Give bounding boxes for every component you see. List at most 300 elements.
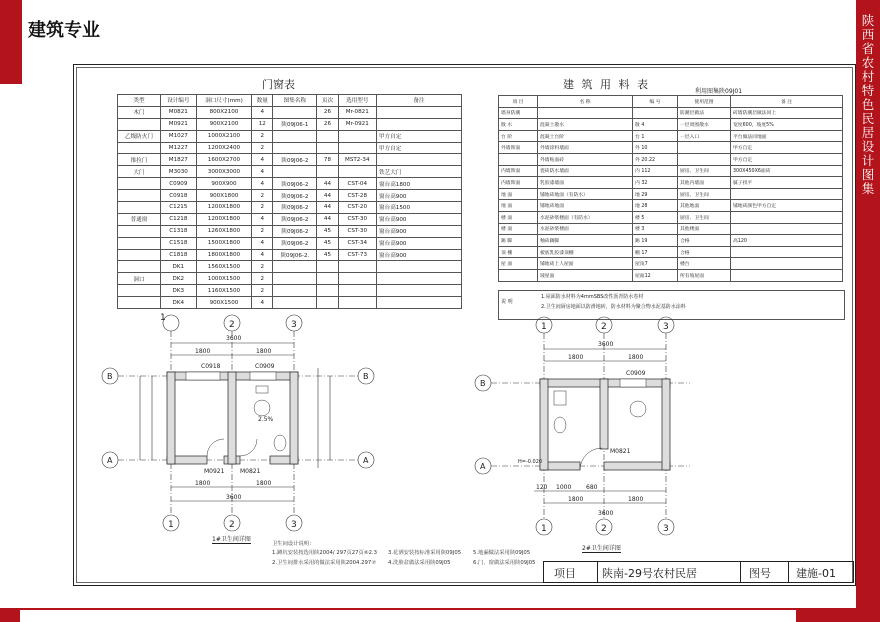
plan2-axis-2: 2 <box>601 322 607 332</box>
mat-cell: 内墙饰面 <box>499 165 538 177</box>
dw-cell: Mr-0821 <box>338 106 376 118</box>
mat-cell: 楼 5 <box>633 211 678 223</box>
dw-cell: 78 <box>317 154 338 166</box>
mat-cell: 高120 <box>731 235 843 247</box>
door-table-title: 门窗表 <box>262 78 295 91</box>
mat-header-cell: 名 称 <box>538 96 633 108</box>
mat-cell: 腻子找平 <box>731 177 843 189</box>
note-2: 2.卫生间排水采用的做法采用陕2004.297⑦ <box>272 560 376 566</box>
material-notes-label: 说 明 <box>501 299 513 305</box>
dw-cell <box>377 154 462 166</box>
mat-row <box>499 188 843 200</box>
dw-cell: 1500X1800 <box>196 237 252 249</box>
mat-cell: 乳胶漆墙面 <box>538 177 633 189</box>
dw-cell: 窗台高900 <box>377 237 462 249</box>
side-title-char: 计 <box>861 153 875 168</box>
plan1-dim-top-2: 1800 <box>256 348 272 355</box>
mat-row <box>499 258 843 270</box>
plan1-dim-top-total: 3600 <box>226 335 242 342</box>
dw-cell: 2 <box>252 142 273 154</box>
dw-cell: C1215 <box>160 202 196 214</box>
dw-cell: 窗台高900 <box>377 190 462 202</box>
mat-cell: 地 面 <box>499 200 538 212</box>
dw-cell <box>377 261 462 273</box>
dw-cell: C1318 <box>160 225 196 237</box>
plan2-axis-3: 3 <box>663 322 669 332</box>
plan2-axis-B: B <box>480 379 486 388</box>
mat-cell: 散 4 <box>633 119 678 131</box>
material-note-2: 2.卫生间厨房地面以防滑地砖，防水材料为聚合物水泥基防水涂料 <box>541 304 686 310</box>
dw-cell: C1518 <box>160 237 196 249</box>
mat-row <box>499 200 843 212</box>
dw-cell <box>317 142 338 154</box>
dw-cell: 甲方自定 <box>377 130 462 142</box>
dw-cell: 2 <box>252 285 273 297</box>
dw-cell: 3000X3000 <box>196 166 252 178</box>
dw-cell: DK2 <box>160 273 196 285</box>
mat-cell <box>538 107 633 119</box>
side-title-char: 设 <box>861 139 875 154</box>
axis-label-3b: 3 <box>291 520 297 530</box>
dw-cell: 普通窗 <box>118 213 161 225</box>
plan1-dim-bot-total: 3600 <box>226 494 242 501</box>
dw-row <box>118 118 462 130</box>
dw-row <box>118 190 462 202</box>
dw-cell: 4 <box>252 166 273 178</box>
dw-cell: 陕09J06-2 <box>273 190 317 202</box>
plan2-dim-b3: 680 <box>586 484 598 491</box>
dw-cell: 4 <box>252 154 273 166</box>
dw-cell: 大门 <box>118 166 161 178</box>
notes-heading: 卫生间设计说明： <box>272 541 315 547</box>
plan2-dim-b2: 1000 <box>556 484 572 491</box>
mat-cell: 坡屋面 <box>538 269 633 281</box>
plan2-level: H=-0.020 <box>518 459 543 465</box>
mat-cell: 屋面12 <box>633 269 678 281</box>
dw-header-cell: 设计编号 <box>160 95 196 107</box>
mat-cell: 踢 脚 <box>499 235 538 247</box>
dw-cell <box>377 273 462 285</box>
mat-cell <box>731 188 843 200</box>
side-title-char: 居 <box>861 125 875 140</box>
mat-cell: 楼 面 <box>499 211 538 223</box>
dw-cell <box>338 261 376 273</box>
dw-cell: 甲方自定 <box>377 142 462 154</box>
dw-cell: 900X2100 <box>196 118 252 130</box>
dw-cell: 4 <box>252 237 273 249</box>
plan1-label-c0909: C0909 <box>255 363 275 370</box>
mat-row <box>499 142 843 154</box>
dw-cell: DK3 <box>160 285 196 297</box>
dw-cell: 乙级防火门 <box>118 130 161 142</box>
plan2-axis-1: 1 <box>541 322 547 332</box>
dw-cell <box>118 190 161 202</box>
dw-cell <box>273 130 317 142</box>
toilet-icon <box>254 400 270 416</box>
mat-cell: 顶 棚 <box>499 246 538 258</box>
plan-1-title: 1#卫生间详图 <box>212 536 251 543</box>
mat-cell: 台 阶 <box>499 130 538 142</box>
dw-cell <box>118 118 161 130</box>
window-c0918 <box>186 372 220 380</box>
dw-cell: 木门 <box>118 106 161 118</box>
mat-header-cell: 编 号 <box>633 96 678 108</box>
dw-header-cell: 类型 <box>118 95 161 107</box>
mat-cell: 楼 面 <box>499 223 538 235</box>
mat-cell: 宽度600，坡度5% <box>731 119 843 131</box>
axis-label-2: 2 <box>229 320 235 330</box>
dw-cell <box>317 297 338 309</box>
dw-cell: CST-30 <box>338 213 376 225</box>
mat-cell <box>731 223 843 235</box>
plan2-dim-b4: 1800 <box>568 496 584 503</box>
wall-left <box>167 372 175 464</box>
dw-cell: 陕09J06-2 <box>273 154 317 166</box>
mat-row <box>499 153 843 165</box>
dw-cell: 2 <box>252 130 273 142</box>
plan2-axis-1b: 1 <box>541 524 547 534</box>
dw-row <box>118 178 462 190</box>
dw-cell: CST-34 <box>338 237 376 249</box>
dw-header-cell: 选用型号 <box>338 95 376 107</box>
mat-cell: 地 28 <box>633 200 678 212</box>
mat-cell: 外墙涂料墙面 <box>538 142 633 154</box>
window-c0909 <box>250 372 276 380</box>
dw-header-cell: 洞口尺寸(mm) <box>196 95 252 107</box>
dw-cell: 1000X1500 <box>196 273 252 285</box>
dw-cell: 4 <box>252 213 273 225</box>
door-swing-1 <box>207 439 224 456</box>
mat-cell: 甲方自定 <box>731 142 843 154</box>
mat-cell: 铺地砖地面 <box>538 200 633 212</box>
dw-cell: 窗台高900 <box>377 213 462 225</box>
plan1-dim-bot-1: 1800 <box>195 480 211 487</box>
dw-cell <box>377 297 462 309</box>
plan2-dim-1: 1800 <box>568 354 584 361</box>
axis-label-2b: 2 <box>229 520 235 530</box>
axis-label-3: 3 <box>291 320 297 330</box>
dw-row <box>118 261 462 273</box>
side-title-char: 村 <box>861 69 875 84</box>
side-title-char: 特 <box>861 83 875 98</box>
mat-row <box>499 130 843 142</box>
mat-cell: 屋 面 <box>499 258 538 270</box>
note-4: 4.洗脸盆做法采用陕09J05 <box>388 560 451 566</box>
plan-2-title: 2#卫生间详图 <box>582 545 621 552</box>
material-table-ref: 利用图集陕09J01 <box>695 88 743 95</box>
dw-cell <box>118 261 161 273</box>
plan2-axis-A: A <box>480 462 486 471</box>
dw-cell <box>317 273 338 285</box>
mat-row <box>499 223 843 235</box>
dw-row <box>118 106 462 118</box>
dw-cell: 窗台高1800 <box>377 178 462 190</box>
bottom-band-gap <box>20 610 796 622</box>
mat-cell: 其他地面 <box>678 200 731 212</box>
dw-row <box>118 202 462 214</box>
dw-cell: 800X2100 <box>196 106 252 118</box>
door-window-table <box>117 94 462 309</box>
dw-cell: 1200X1800 <box>196 202 252 214</box>
axis-label-1: 1 <box>160 313 166 323</box>
mat-cell: 水泥砂浆楼面 <box>538 223 633 235</box>
dw-cell <box>118 285 161 297</box>
dw-cell: 44 <box>317 202 338 214</box>
dw-row <box>118 249 462 261</box>
mat-cell: 厨房、卫生间 <box>678 165 731 177</box>
axis-label-Ar: A <box>363 456 369 465</box>
mat-cell <box>499 269 538 281</box>
header-accent <box>0 0 22 84</box>
dw-cell: C0909 <box>160 178 196 190</box>
dw-cell <box>317 261 338 273</box>
title-block <box>543 561 854 583</box>
dw-cell: CST-28 <box>338 190 376 202</box>
side-title-char: 色 <box>861 97 875 112</box>
dw-cell: 陕09J06-2 <box>273 178 317 190</box>
axis-label-Br: B <box>363 372 369 381</box>
note-3: 3.花洒安装按标准采用陕09J05 <box>388 550 462 556</box>
mat-cell: 外 20.22 <box>633 153 678 165</box>
dw-cell: MST2-34 <box>338 154 376 166</box>
dw-cell <box>317 166 338 178</box>
plan1-slope: 2.5% <box>258 416 274 423</box>
dw-row <box>118 130 462 142</box>
mat-cell <box>678 142 731 154</box>
mat-cell: 其他楼面 <box>678 223 731 235</box>
dw-cell: 45 <box>317 225 338 237</box>
material-table <box>498 95 843 282</box>
dw-cell: 12 <box>252 118 273 130</box>
mat-cell: 其他内墙面 <box>678 177 731 189</box>
mat-cell: 棚 17 <box>633 246 678 258</box>
side-title-char: 农 <box>861 55 875 70</box>
dw-cell <box>273 166 317 178</box>
dw-cell <box>338 130 376 142</box>
mat-row <box>499 235 843 247</box>
door-swing-2 <box>240 439 257 456</box>
dw-header-cell: 数量 <box>252 95 273 107</box>
mat-cell <box>731 269 843 281</box>
dw-cell: 4 <box>252 178 273 190</box>
dw-cell <box>273 285 317 297</box>
mat-cell: 地 面 <box>499 188 538 200</box>
dw-cell <box>118 237 161 249</box>
dw-cell: 陕09J06-1 <box>273 118 317 130</box>
mat-cell: 所有坡屋面 <box>678 269 731 281</box>
dw-cell <box>118 297 161 309</box>
mat-cell: 300X450X6面砖 <box>731 165 843 177</box>
dw-cell: DK1 <box>160 261 196 273</box>
dw-cell: 1260X1800 <box>196 225 252 237</box>
note-5: 5.地漏做法采用陕09J05 <box>473 550 531 556</box>
toilet-tank-icon <box>256 386 268 393</box>
mat-row <box>499 107 843 119</box>
dw-cell: M1227 <box>160 142 196 154</box>
dw-cell <box>338 273 376 285</box>
mat-row <box>499 165 843 177</box>
mat-cell: 一层周围散水 <box>678 119 731 131</box>
dw-header-cell: 图集名称 <box>273 95 317 107</box>
wall-right <box>290 372 298 464</box>
mat-cell: 内 32 <box>633 177 678 189</box>
dw-cell: 2 <box>252 261 273 273</box>
dw-cell: M1827 <box>160 154 196 166</box>
mat-cell: 厨房、卫生间 <box>678 188 731 200</box>
dw-cell: DK4 <box>160 297 196 309</box>
dw-cell <box>273 261 317 273</box>
dw-cell: 900X1800 <box>196 190 252 202</box>
dw-cell: 26 <box>317 106 338 118</box>
mat-cell: 内墙饰面 <box>499 177 538 189</box>
dw-cell: 窗台高900 <box>377 225 462 237</box>
dw-row <box>118 154 462 166</box>
mat-cell: 混凝土台阶 <box>538 130 633 142</box>
dw-cell: M0821 <box>160 106 196 118</box>
dw-cell <box>317 285 338 297</box>
dw-cell <box>118 142 161 154</box>
dw-cell <box>338 297 376 309</box>
mat-row <box>499 211 843 223</box>
mat-cell: 防潮层做法 <box>678 107 731 119</box>
plan-2-drawing <box>470 313 700 543</box>
dw-cell: 陕09J06-2. <box>273 249 317 261</box>
title-label-sheet: 图号 <box>749 567 771 580</box>
dw-cell: 1800X1800 <box>196 249 252 261</box>
mat-header-cell: 使用范围 <box>678 96 731 108</box>
plan1-dim-bot-2: 1800 <box>256 480 272 487</box>
dw-cell: M3030 <box>160 166 196 178</box>
mat-row <box>499 246 843 258</box>
plan2-axis-2b: 2 <box>601 524 607 534</box>
mat-cell <box>731 246 843 258</box>
dw-cell <box>273 142 317 154</box>
side-title-char: 陕 <box>861 13 875 28</box>
mat-cell: 楼 3 <box>633 223 678 235</box>
mat-cell: 铺地砖颜色甲方自定 <box>731 200 843 212</box>
dw-cell: CST-30 <box>338 225 376 237</box>
dw-cell: 26 <box>317 118 338 130</box>
mat-cell: 砖墙防潮层做法同上 <box>731 107 843 119</box>
dw-cell: 窗台高900 <box>377 249 462 261</box>
title-sheet-number: 建施-01 <box>796 567 836 580</box>
wall-mid <box>228 372 236 464</box>
basin-icon <box>274 435 286 451</box>
side-title-char: 集 <box>861 181 875 196</box>
plan2-label-c0909: C0909 <box>626 370 646 377</box>
dw-cell: 窗台高1500 <box>377 202 462 214</box>
toilet-icon-2 <box>630 401 646 417</box>
dw-cell: C1218 <box>160 213 196 225</box>
dw-cell <box>338 285 376 297</box>
mat-cell: 台 1 <box>633 130 678 142</box>
dw-cell <box>118 202 161 214</box>
dw-cell: 45 <box>317 237 338 249</box>
mat-cell <box>731 258 843 270</box>
plan1-label-c0918: C0918 <box>201 363 221 370</box>
dw-cell: 陕09J06-2 <box>273 237 317 249</box>
dw-row <box>118 273 462 285</box>
dw-cell <box>118 225 161 237</box>
mat-cell: 平台做法同地面 <box>731 130 843 142</box>
title-project-name: 陕南-29号农村民居 <box>602 567 697 580</box>
dw-cell <box>273 297 317 309</box>
side-title-char: 图 <box>861 167 875 182</box>
dw-row <box>118 237 462 249</box>
axis-label-B: B <box>107 372 113 381</box>
dw-cell: 2 <box>252 202 273 214</box>
page-title: 建筑专业 <box>28 20 100 41</box>
side-title <box>856 14 880 196</box>
mat-cell: 外 10 <box>633 142 678 154</box>
dw-cell: 2 <box>252 273 273 285</box>
dw-cell: 陕09J06-2 <box>273 225 317 237</box>
plan2-dim-2: 1800 <box>628 354 644 361</box>
plan1-door-m0821: M0821 <box>240 468 261 475</box>
dw-cell: 900X1500 <box>196 297 252 309</box>
dw-cell: 推拉门 <box>118 154 161 166</box>
dw-cell <box>377 285 462 297</box>
mat-cell: 踢 19 <box>633 235 678 247</box>
mat-cell: 墙身防潮 <box>499 107 538 119</box>
dw-header-cell: 页次 <box>317 95 338 107</box>
dw-cell: 2 <box>252 225 273 237</box>
dw-cell: 铁艺大门 <box>377 166 462 178</box>
plan2-dim-b1: 120 <box>536 484 548 491</box>
mat-row <box>499 119 843 131</box>
mat-cell: 厨房、卫生间 <box>678 211 731 223</box>
mat-cell: 内 112 <box>633 165 678 177</box>
dw-cell <box>338 142 376 154</box>
dw-cell: 44 <box>317 178 338 190</box>
dw-cell: 4 <box>252 297 273 309</box>
mat-cell: 甲方自定 <box>731 153 843 165</box>
title-label-project: 项目 <box>554 567 576 580</box>
plan1-door-m0921: M0921 <box>204 468 225 475</box>
dw-cell: 45 <box>317 249 338 261</box>
dw-row <box>118 166 462 178</box>
dw-cell: 1560X1500 <box>196 261 252 273</box>
side-title-char: 民 <box>861 111 875 126</box>
note-1: 1.蹲坑安装按选用陕2004/ 297页27页⑥2.3 <box>272 550 377 556</box>
material-note-1: 1.屋面防水材料为4mmSBS改性沥青防水卷材 <box>541 294 644 300</box>
mat-cell: 合格 <box>678 235 731 247</box>
mat-row <box>499 269 843 281</box>
dw-row <box>118 213 462 225</box>
mat-cell: 瓷砖防水墙面 <box>538 165 633 177</box>
dw-row <box>118 225 462 237</box>
mat-cell: 板底乳胶漆顶棚 <box>538 246 633 258</box>
dw-row <box>118 297 462 309</box>
dw-cell <box>118 249 161 261</box>
dw-row <box>118 142 462 154</box>
dw-cell: 2 <box>252 190 273 202</box>
dw-cell: 1000X2100 <box>196 130 252 142</box>
mat-cell: 合格 <box>678 246 731 258</box>
dw-cell: 1160X1500 <box>196 285 252 297</box>
plan2-dim-total: 3600 <box>598 341 614 348</box>
plan-1-drawing <box>100 313 390 548</box>
mat-cell: 混凝土散水 <box>538 119 633 131</box>
dw-cell: Mr-0921 <box>338 118 376 130</box>
dw-header-cell: 备注 <box>377 95 462 107</box>
plan2-dim-b6: 3600 <box>598 510 614 517</box>
axis-label-A: A <box>107 456 113 465</box>
dw-cell: 1200X2400 <box>196 142 252 154</box>
axis-label-1b: 1 <box>168 520 174 530</box>
dw-cell <box>273 106 317 118</box>
mat-cell: 楼台 <box>678 258 731 270</box>
